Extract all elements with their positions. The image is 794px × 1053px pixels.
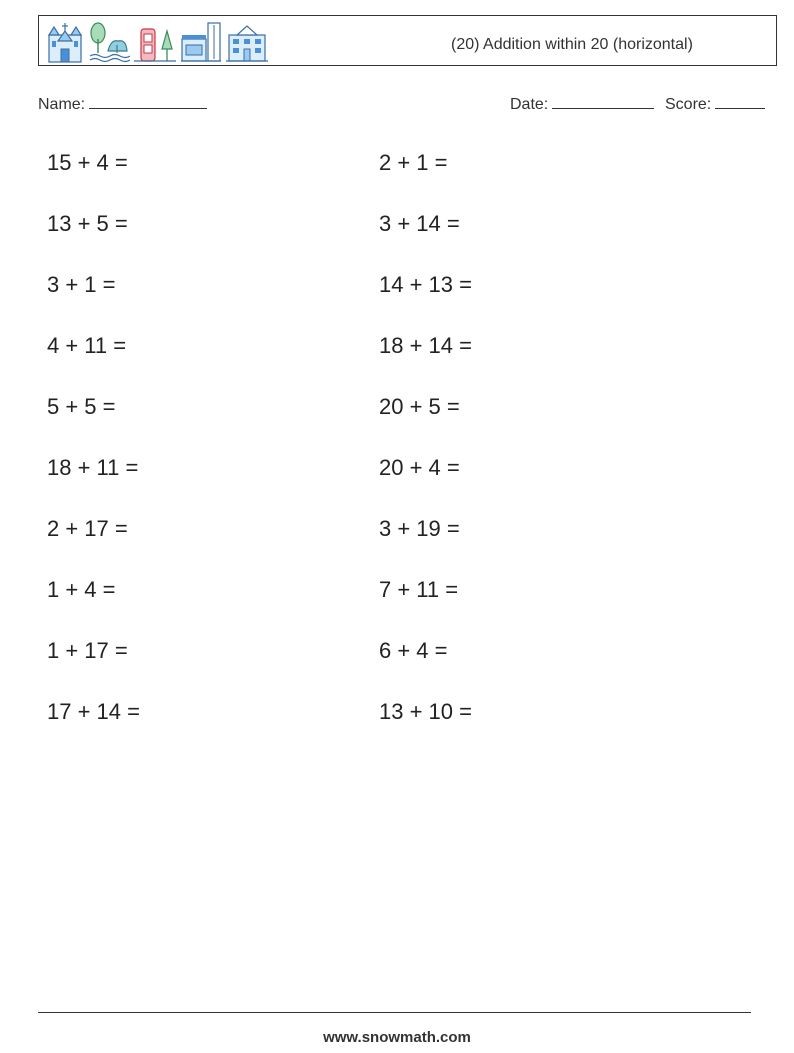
name-field [38,94,207,114]
score-label: Score: [665,96,712,113]
church-icon [45,21,85,63]
problem-right-4: 18 + 14 = [379,333,472,358]
worksheet-header [38,15,777,66]
footer-url[interactable]: www.snowmath.com [323,1029,471,1046]
name-blank[interactable] [89,94,207,109]
score-field [665,94,765,114]
problem-left-6: 18 + 11 = [47,455,139,480]
school-building-icon [225,21,269,63]
phone-booth-icon [133,21,177,63]
header-icon-strip [45,21,269,63]
problem-right-2: 3 + 14 = [379,211,460,236]
problem-left-2: 13 + 5 = [47,211,128,236]
problem-left-7: 2 + 17 = [47,516,128,541]
date-blank[interactable] [552,94,654,109]
date-field [510,94,654,114]
problem-right-3: 14 + 13 = [379,272,472,297]
problem-right-6: 20 + 4 = [379,455,460,480]
score-blank[interactable] [715,94,765,109]
name-label: Name: [38,96,86,113]
problem-right-1: 2 + 1 = [379,150,448,175]
worksheet-title: (20) Addition within 20 (horizontal) [451,36,693,53]
problem-left-4: 4 + 11 = [47,333,127,358]
problem-left-5: 5 + 5 = [47,394,116,419]
footer-divider [38,1012,751,1013]
problem-left-9: 1 + 17 = [47,638,128,663]
problem-right-9: 6 + 4 = [379,638,448,663]
problem-left-8: 1 + 4 = [47,577,116,602]
problem-right-7: 3 + 19 = [379,516,460,541]
date-label: Date: [510,96,549,113]
trees-icon [88,21,130,63]
problem-left-10: 17 + 14 = [47,699,140,724]
problem-right-8: 7 + 11 = [379,577,459,602]
problem-left-1: 15 + 4 = [47,150,128,175]
problem-right-5: 20 + 5 = [379,394,460,419]
problem-left-3: 3 + 1 = [47,272,116,297]
problem-right-10: 13 + 10 = [379,699,472,724]
shop-building-icon [180,21,222,63]
